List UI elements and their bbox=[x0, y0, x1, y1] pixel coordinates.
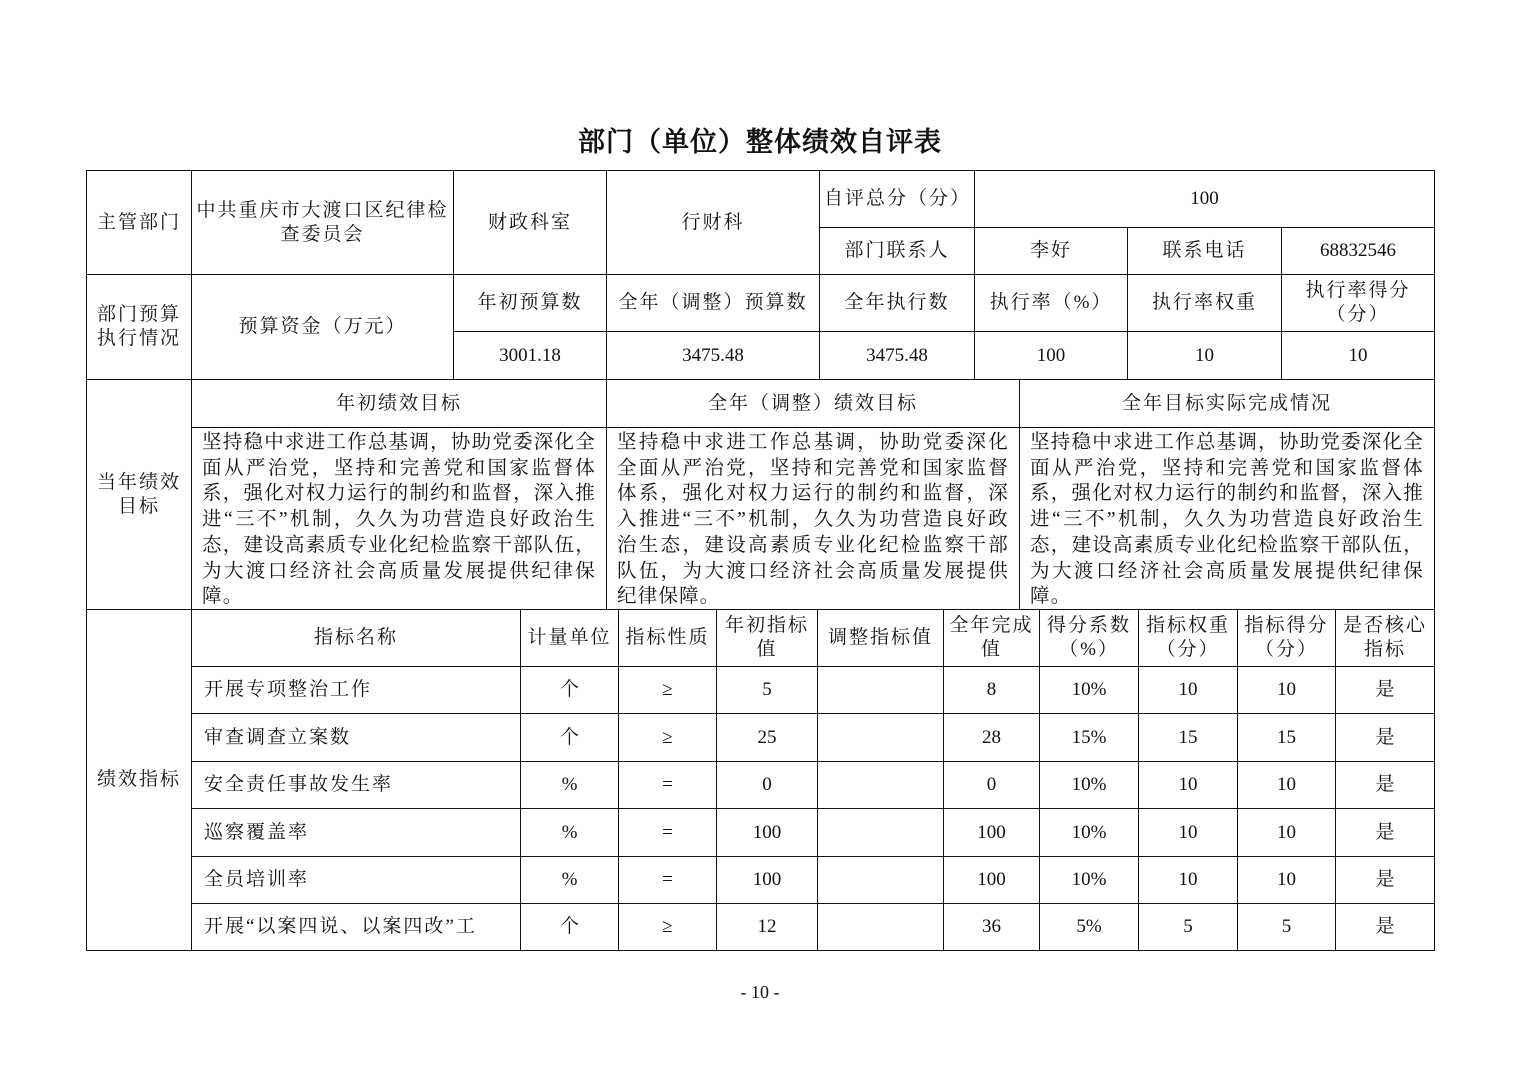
indicator-header-text: 指标得分（分） bbox=[1244, 615, 1329, 660]
budget-value bbox=[974, 331, 1128, 380]
indicator-cell bbox=[1335, 666, 1435, 714]
budget-header-text: 年初预算数 bbox=[477, 292, 583, 313]
indicator-cell bbox=[817, 903, 944, 951]
goals-section-label-text: 当年绩效目标 bbox=[96, 471, 181, 517]
indicator-cell bbox=[520, 761, 619, 809]
budget-header bbox=[819, 274, 975, 332]
budget-header bbox=[1127, 274, 1282, 332]
indicator-cell-text: 100 bbox=[752, 869, 782, 890]
indicator-cell bbox=[817, 856, 944, 904]
budget-header bbox=[1281, 274, 1435, 332]
indicator-cell-text: 15% bbox=[1071, 726, 1107, 748]
indicator-cell-text: 25 bbox=[757, 726, 777, 748]
indicator-name bbox=[191, 903, 521, 951]
indicator-cell-text: 5 bbox=[1281, 916, 1292, 937]
office-value bbox=[606, 170, 820, 275]
indicator-cell bbox=[1138, 713, 1238, 762]
goal-text bbox=[606, 427, 1020, 610]
goals-section-label bbox=[86, 379, 192, 610]
indicator-cell bbox=[716, 666, 818, 714]
budget-header-text: 执行率得分（分） bbox=[1305, 280, 1411, 325]
indicator-cell-text: 0 bbox=[986, 774, 997, 795]
indicator-cell-text: 是 bbox=[1375, 774, 1395, 795]
indicator-cell-text: 15 bbox=[1277, 726, 1296, 748]
indicator-header bbox=[1138, 609, 1238, 667]
indicator-cell bbox=[943, 808, 1040, 857]
goal-header bbox=[1019, 379, 1435, 428]
indicator-cell bbox=[1335, 808, 1435, 857]
budget-header bbox=[453, 274, 607, 332]
indicators-section-label-text: 绩效指标 bbox=[96, 769, 181, 790]
budget-value-text: 10 bbox=[1348, 344, 1368, 366]
indicator-cell-text: 10 bbox=[1277, 774, 1296, 795]
budget-section-label-text: 部门预算执行情况 bbox=[96, 304, 181, 349]
indicator-cell bbox=[716, 903, 818, 951]
budget-header-text: 执行率权重 bbox=[1151, 292, 1257, 313]
indicator-cell bbox=[1039, 666, 1139, 714]
page-title: 部门（单位）整体绩效自评表 bbox=[578, 127, 942, 157]
indicator-header-text: 指标性质 bbox=[625, 627, 710, 648]
indicator-cell-text: = bbox=[662, 774, 673, 795]
indicator-header-text: 是否核心指标 bbox=[1342, 615, 1427, 660]
indicator-cell bbox=[618, 761, 717, 809]
indicator-cell-text: 5 bbox=[1183, 916, 1193, 937]
indicator-name-text: 开展专项整治工作 bbox=[204, 679, 373, 700]
contact-label bbox=[819, 227, 975, 275]
indicator-cell bbox=[1039, 761, 1139, 809]
indicator-cell-text: ≥ bbox=[662, 726, 673, 748]
budget-value bbox=[606, 331, 820, 380]
indicator-cell bbox=[817, 808, 944, 857]
indicator-cell bbox=[1039, 903, 1139, 951]
indicator-cell-text: 100 bbox=[752, 821, 782, 843]
phone-value-text: 68832546 bbox=[1320, 240, 1396, 261]
indicator-cell bbox=[943, 856, 1040, 904]
indicator-name bbox=[191, 808, 521, 857]
indicator-header bbox=[1039, 609, 1139, 667]
indicator-cell-text: 是 bbox=[1375, 916, 1395, 937]
indicator-header bbox=[943, 609, 1040, 667]
dept-value bbox=[191, 170, 454, 275]
budget-header-text: 执行率（%） bbox=[989, 292, 1113, 313]
indicator-name bbox=[191, 761, 521, 809]
budget-section-label bbox=[86, 274, 192, 380]
indicator-header-text: 指标名称 bbox=[313, 627, 398, 648]
indicator-cell-text: % bbox=[561, 869, 578, 890]
indicator-header-text: 指标权重（分） bbox=[1145, 615, 1230, 660]
indicator-header bbox=[618, 609, 717, 667]
contact-label-text: 部门联系人 bbox=[844, 240, 950, 261]
budget-header-text: 全年（调整）预算数 bbox=[618, 292, 808, 313]
indicator-cell-text: 10 bbox=[1277, 821, 1296, 843]
score-label bbox=[819, 170, 975, 228]
budget-value-text: 100 bbox=[1036, 344, 1066, 366]
goal-text-text: 坚持稳中求进工作总基调，协助党委深化全面从严治党，坚持和完善党和国家监督体系，强化对权力运行的制约和监督，深入推进“三不”机制，久久为功营造良好政治生态，建设高素质专业化纪检监察干部队伍，为大渡口经济社会高质量发展提供纪律保障。 bbox=[202, 432, 596, 608]
budget-value bbox=[453, 331, 607, 380]
indicator-header-text: 计量单位 bbox=[527, 627, 612, 648]
indicator-header-text: 调整指标值 bbox=[827, 627, 933, 648]
budget-header bbox=[974, 274, 1128, 332]
indicator-name-text: 全员培训率 bbox=[204, 869, 310, 890]
indicator-cell-text: 是 bbox=[1375, 726, 1395, 748]
indicator-header-text: 得分系数（%） bbox=[1046, 615, 1131, 660]
indicator-cell bbox=[1335, 903, 1435, 951]
indicator-cell-text: 个 bbox=[559, 679, 579, 700]
phone-value bbox=[1281, 227, 1435, 275]
office-label-text: 财政科室 bbox=[487, 211, 572, 233]
indicator-header bbox=[520, 609, 619, 667]
page-number: - 10 - bbox=[740, 982, 780, 1002]
indicator-cell bbox=[520, 903, 619, 951]
indicator-cell bbox=[1237, 856, 1336, 904]
indicator-cell-text: 12 bbox=[757, 916, 777, 937]
indicator-cell bbox=[943, 761, 1040, 809]
indicator-cell bbox=[1237, 761, 1336, 809]
indicator-cell-text: 15 bbox=[1178, 726, 1198, 748]
indicator-cell bbox=[1335, 713, 1435, 762]
indicator-cell bbox=[817, 666, 944, 714]
indicator-cell bbox=[618, 808, 717, 857]
indicator-cell-text: 5 bbox=[762, 679, 772, 700]
budget-value bbox=[1281, 331, 1435, 380]
indicator-header bbox=[191, 609, 521, 667]
indicator-header bbox=[817, 609, 944, 667]
indicator-cell bbox=[1237, 808, 1336, 857]
indicator-header-text: 年初指标值 bbox=[724, 615, 809, 660]
indicator-cell bbox=[716, 713, 818, 762]
goal-header-text: 年初绩效目标 bbox=[335, 392, 462, 414]
indicator-cell bbox=[1039, 856, 1139, 904]
indicator-header-text: 全年完成值 bbox=[949, 615, 1034, 660]
score-value-text: 100 bbox=[1190, 188, 1219, 209]
indicator-name bbox=[191, 713, 521, 762]
indicator-cell bbox=[1138, 856, 1238, 904]
goal-text-text: 坚持稳中求进工作总基调，协助党委深化全面从严治党，坚持和完善党和国家监督体系，强化对权力运行的制约和监督，深入推进“三不”机制，久久为功营造良好政治生态，建设高素质专业化纪检监察干部队伍，为大渡口经济社会高质量发展提供纪律保障。 bbox=[617, 432, 1009, 608]
indicator-name bbox=[191, 666, 521, 714]
budget-header-text: 全年执行数 bbox=[844, 292, 950, 313]
indicator-cell bbox=[520, 666, 619, 714]
indicator-cell bbox=[520, 713, 619, 762]
indicator-cell bbox=[1138, 666, 1238, 714]
office-value-text: 行财科 bbox=[681, 211, 745, 233]
indicator-cell bbox=[1138, 903, 1238, 951]
budget-value-text: 3475.48 bbox=[682, 344, 744, 366]
indicator-cell bbox=[1237, 903, 1336, 951]
funds-label-text: 预算资金（万元） bbox=[238, 316, 407, 337]
dept-label bbox=[86, 170, 192, 275]
indicator-header bbox=[716, 609, 818, 667]
goal-header-text: 全年（调整）绩效目标 bbox=[707, 392, 918, 414]
indicator-cell bbox=[618, 666, 717, 714]
indicator-cell bbox=[943, 713, 1040, 762]
indicator-cell bbox=[1138, 808, 1238, 857]
phone-label bbox=[1127, 227, 1282, 275]
indicator-name-text: 审查调查立案数 bbox=[204, 726, 352, 748]
indicator-cell-text: 10% bbox=[1071, 774, 1107, 795]
dept-label-text: 主管部门 bbox=[96, 211, 181, 233]
indicator-cell bbox=[1237, 666, 1336, 714]
contact-value-text: 李好 bbox=[1029, 240, 1072, 261]
indicator-cell bbox=[1335, 856, 1435, 904]
budget-value-text: 3001.18 bbox=[499, 344, 561, 366]
indicator-cell bbox=[1335, 761, 1435, 809]
indicator-cell-text: 10 bbox=[1178, 821, 1198, 843]
indicator-cell bbox=[943, 666, 1040, 714]
indicator-cell bbox=[1039, 713, 1139, 762]
indicator-name-text: 开展“以案四说、以案四改”工 bbox=[204, 916, 477, 937]
indicator-cell bbox=[520, 856, 619, 904]
goal-header-text: 全年目标实际完成情况 bbox=[1121, 392, 1332, 414]
score-label-text: 自评总分（分） bbox=[824, 188, 972, 209]
indicator-cell-text: % bbox=[561, 821, 578, 843]
indicator-header bbox=[1335, 609, 1435, 667]
indicator-cell bbox=[1138, 761, 1238, 809]
indicator-header bbox=[1237, 609, 1336, 667]
indicator-cell-text: 10% bbox=[1071, 821, 1107, 843]
indicator-cell-text: 10 bbox=[1277, 869, 1296, 890]
dept-value-text: 中共重庆市大渡口区纪律检查委员会 bbox=[196, 199, 449, 245]
indicator-cell-text: 8 bbox=[986, 679, 997, 700]
indicator-cell-text: 10 bbox=[1277, 679, 1296, 700]
budget-value-text: 10 bbox=[1195, 344, 1214, 366]
indicator-cell bbox=[1237, 713, 1336, 762]
indicator-cell-text: % bbox=[561, 774, 578, 795]
indicator-cell-text: 个 bbox=[559, 916, 579, 937]
indicator-cell-text: = bbox=[662, 821, 673, 843]
indicator-cell bbox=[520, 808, 619, 857]
indicator-cell-text: ≥ bbox=[662, 679, 673, 700]
indicator-cell-text: 28 bbox=[982, 726, 1001, 748]
indicator-cell-text: 是 bbox=[1375, 869, 1395, 890]
goal-header bbox=[191, 379, 607, 428]
goal-text-text: 坚持稳中求进工作总基调，协助党委深化全面从严治党，坚持和完善党和国家监督体系，强化对权力运行的制约和监督，深入推进“三不”机制，久久为功营造良好政治生态，建设高素质专业化纪检监察干部队伍，为大渡口经济社会高质量发展提供纪律保障。 bbox=[1030, 432, 1424, 608]
indicator-cell bbox=[716, 856, 818, 904]
indicator-cell bbox=[817, 713, 944, 762]
indicator-cell bbox=[1039, 808, 1139, 857]
budget-value-text: 3475.48 bbox=[866, 344, 928, 366]
indicator-cell-text: 10 bbox=[1178, 869, 1198, 890]
indicator-cell bbox=[618, 713, 717, 762]
indicator-cell-text: 100 bbox=[977, 869, 1006, 890]
indicator-cell bbox=[943, 903, 1040, 951]
indicator-cell-text: 10 bbox=[1178, 774, 1198, 795]
funds-label bbox=[191, 274, 454, 380]
indicator-name-text: 巡察覆盖率 bbox=[204, 821, 310, 843]
indicator-cell-text: 0 bbox=[762, 774, 772, 795]
goal-header bbox=[606, 379, 1020, 428]
indicator-cell bbox=[817, 761, 944, 809]
indicator-cell-text: = bbox=[662, 869, 673, 890]
indicators-section-label bbox=[86, 609, 192, 951]
indicator-cell-text: 是 bbox=[1375, 679, 1395, 700]
indicator-cell-text: ≥ bbox=[662, 916, 673, 937]
indicator-name bbox=[191, 856, 521, 904]
goal-text bbox=[1019, 427, 1435, 610]
indicator-cell-text: 10% bbox=[1071, 869, 1107, 890]
office-label bbox=[453, 170, 607, 275]
indicator-cell bbox=[618, 903, 717, 951]
budget-header bbox=[606, 274, 820, 332]
phone-label-text: 联系电话 bbox=[1162, 240, 1247, 261]
budget-value bbox=[819, 331, 975, 380]
budget-value bbox=[1127, 331, 1282, 380]
indicator-cell-text: 是 bbox=[1375, 821, 1395, 843]
indicator-cell bbox=[618, 856, 717, 904]
indicator-cell-text: 10 bbox=[1178, 679, 1198, 700]
indicator-cell-text: 个 bbox=[559, 726, 579, 748]
contact-value bbox=[974, 227, 1128, 275]
indicator-name-text: 安全责任事故发生率 bbox=[204, 774, 394, 795]
indicator-cell-text: 36 bbox=[982, 916, 1001, 937]
indicator-cell-text: 5% bbox=[1076, 916, 1102, 937]
indicator-cell-text: 10% bbox=[1071, 679, 1107, 700]
indicator-cell-text: 100 bbox=[977, 821, 1006, 843]
goal-text bbox=[191, 427, 607, 610]
indicator-cell bbox=[716, 808, 818, 857]
indicator-cell bbox=[716, 761, 818, 809]
score-value bbox=[974, 170, 1435, 228]
